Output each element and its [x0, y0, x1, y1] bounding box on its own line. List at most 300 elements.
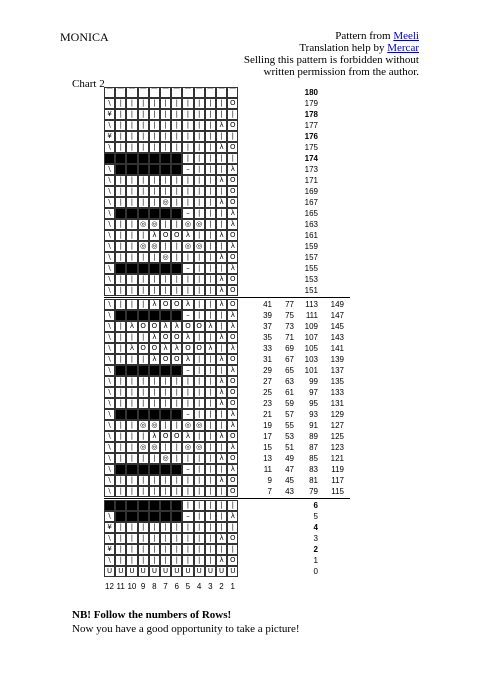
- row-number: 43: [285, 487, 294, 496]
- chart-cell: |: [149, 120, 160, 131]
- row-number: 155: [304, 264, 318, 273]
- chart-cell: |: [115, 533, 126, 544]
- follow-rows-note: NB! Follow the numbers of Rows!: [72, 609, 232, 621]
- chart-cell: [171, 365, 182, 376]
- chart-cell: λ: [227, 442, 238, 453]
- chart-cell: |: [205, 208, 216, 219]
- chart-cell: ◎: [194, 442, 205, 453]
- chart-cell: λ: [227, 343, 238, 354]
- chart-cell: |: [138, 252, 149, 263]
- chart-cell: |: [216, 208, 227, 219]
- row-number: 11: [263, 465, 272, 474]
- chart-cell: –: [182, 164, 193, 175]
- chart-cell: |: [171, 442, 182, 453]
- chart-cell: [115, 365, 126, 376]
- chart-cell: |: [115, 285, 126, 296]
- chart-cell: |: [149, 175, 160, 186]
- column-number: 1: [230, 582, 235, 591]
- chart-cell: λ: [182, 354, 193, 365]
- row-number: 135: [330, 377, 344, 386]
- chart-cell: [138, 409, 149, 420]
- chart-cell: |: [182, 252, 193, 263]
- chart-cell: |: [205, 365, 216, 376]
- chart-cell: [160, 409, 171, 420]
- chart-cell: O: [227, 120, 238, 131]
- row-number: 45: [285, 476, 294, 485]
- chart-cell: |: [115, 420, 126, 431]
- chart-cell: [126, 310, 137, 321]
- row-number: 5: [313, 512, 318, 521]
- chart-cell: λ: [216, 387, 227, 398]
- chart-cell: O: [227, 252, 238, 263]
- chart-cell: ◎: [138, 420, 149, 431]
- chart-cell: |: [182, 387, 193, 398]
- chart-cell: |: [138, 533, 149, 544]
- row-number: 93: [309, 410, 318, 419]
- chart-cell: [138, 365, 149, 376]
- chart-cell: |: [138, 431, 149, 442]
- chart-cell: |: [126, 241, 137, 252]
- chart-cell: U: [115, 566, 126, 577]
- chart-cell: ⌒: [115, 87, 126, 98]
- chart-cell: |: [194, 387, 205, 398]
- chart-cell: |: [227, 522, 238, 533]
- row-number: 19: [263, 421, 272, 430]
- row-number: 4: [313, 523, 318, 532]
- chart-cell: [138, 164, 149, 175]
- chart-cell: |: [126, 442, 137, 453]
- chart-cell: |: [126, 387, 137, 398]
- chart-cell: λ: [216, 230, 227, 241]
- chart-cell: |: [126, 376, 137, 387]
- chart-cell: [126, 263, 137, 274]
- chart-cell: |: [160, 387, 171, 398]
- chart-cell: \: [104, 197, 115, 208]
- chart-cell: |: [115, 131, 126, 142]
- chart-cell: \: [104, 310, 115, 321]
- row-number: 41: [263, 300, 272, 309]
- chart-cell: |: [138, 376, 149, 387]
- row-number: 39: [263, 311, 272, 320]
- chart-cell: |: [205, 109, 216, 120]
- chart-cell: ⌒: [205, 87, 216, 98]
- chart-cell: [115, 500, 126, 511]
- row-number: 97: [309, 388, 318, 397]
- row-number: 29: [263, 366, 272, 375]
- row-number: 180: [304, 88, 318, 97]
- row-number: 89: [309, 432, 318, 441]
- chart-cell: ◎: [160, 453, 171, 464]
- chart-cell: |: [115, 321, 126, 332]
- chart-cell: |: [138, 175, 149, 186]
- row-number: 53: [285, 432, 294, 441]
- chart-cell: ◎: [138, 241, 149, 252]
- chart-cell: |: [126, 175, 137, 186]
- chart-cell: λ: [216, 533, 227, 544]
- row-number: 109: [304, 322, 318, 331]
- row-number: 107: [304, 333, 318, 342]
- chart-cell: |: [126, 219, 137, 230]
- chart-cell: [115, 511, 126, 522]
- chart-cell: |: [194, 230, 205, 241]
- chart-cell: |: [138, 98, 149, 109]
- chart-cell: λ: [227, 310, 238, 321]
- chart-cell: |: [160, 486, 171, 497]
- chart-cell: O: [149, 321, 160, 332]
- chart-cell: λ: [216, 285, 227, 296]
- chart-cell: |: [216, 409, 227, 420]
- chart-cell: \: [104, 442, 115, 453]
- chart-cell: [138, 310, 149, 321]
- row-number: 87: [309, 443, 318, 452]
- chart-cell: |: [227, 544, 238, 555]
- chart-cell: |: [149, 453, 160, 464]
- chart-cell: |: [205, 299, 216, 310]
- chart-cell: \: [104, 409, 115, 420]
- chart-cell: |: [149, 109, 160, 120]
- row-number: 111: [305, 311, 318, 320]
- chart-cell: λ: [216, 475, 227, 486]
- chart-cell: [138, 208, 149, 219]
- chart-cell: |: [194, 175, 205, 186]
- chart-cell: \: [104, 263, 115, 274]
- chart-cell: \: [104, 365, 115, 376]
- chart-cell: [160, 310, 171, 321]
- chart-cell: |: [160, 142, 171, 153]
- chart-cell: λ: [216, 252, 227, 263]
- chart-cell: λ: [227, 511, 238, 522]
- chart-cell: |: [227, 131, 238, 142]
- chart-cell: |: [160, 522, 171, 533]
- chart-cell: λ: [227, 321, 238, 332]
- pattern-source-prefix: Pattern from: [335, 30, 394, 42]
- chart-cell: [149, 511, 160, 522]
- chart-cell: |: [160, 398, 171, 409]
- chart-cell: |: [138, 475, 149, 486]
- chart-cell: [138, 464, 149, 475]
- chart-cell: O: [227, 533, 238, 544]
- row-number: 175: [304, 143, 318, 152]
- chart-cell: |: [194, 555, 205, 566]
- row-number: 103: [304, 355, 318, 364]
- chart-cell: ⌒: [126, 87, 137, 98]
- column-number: 11: [116, 582, 125, 591]
- chart-cell: |: [126, 186, 137, 197]
- mercar-link[interactable]: Mercar: [387, 42, 419, 54]
- chart-cell: ⌒: [216, 87, 227, 98]
- row-number: 137: [330, 366, 344, 375]
- row-number: 3: [313, 534, 318, 543]
- chart-cell: \: [104, 555, 115, 566]
- chart-cell: O: [194, 343, 205, 354]
- chart-cell: |: [216, 500, 227, 511]
- chart-cell: |: [182, 274, 193, 285]
- chart-cell: O: [227, 486, 238, 497]
- row-number: 79: [309, 487, 318, 496]
- row-number: 115: [331, 487, 344, 496]
- chart-cell: ◎: [149, 219, 160, 230]
- row-number: 145: [330, 322, 344, 331]
- chart-cell: |: [149, 555, 160, 566]
- chart-cell: |: [171, 453, 182, 464]
- chart-cell: O: [227, 453, 238, 464]
- chart-cell: [149, 164, 160, 175]
- chart-cell: |: [182, 486, 193, 497]
- chart-cell: λ: [182, 299, 193, 310]
- chart-cell: |: [205, 252, 216, 263]
- chart-cell: |: [149, 475, 160, 486]
- chart-cell: |: [115, 219, 126, 230]
- chart-cell: |: [205, 387, 216, 398]
- chart-cell: λ: [216, 555, 227, 566]
- chart-cell: |: [216, 109, 227, 120]
- row-number: 35: [263, 333, 272, 342]
- chart-cell: \: [104, 453, 115, 464]
- chart-cell: |: [205, 544, 216, 555]
- chart-cell: [160, 263, 171, 274]
- chart-cell: ◎: [182, 442, 193, 453]
- chart-cell: [126, 153, 137, 164]
- chart-label: Chart 2: [72, 78, 105, 90]
- chart-cell: |: [182, 153, 193, 164]
- chart-cell: |: [126, 120, 137, 131]
- chart-cell: λ: [149, 354, 160, 365]
- chart-cell: |: [171, 420, 182, 431]
- chart-cell: O: [227, 186, 238, 197]
- chart-cell: |: [194, 544, 205, 555]
- chart-cell: |: [194, 310, 205, 321]
- chart-cell: \: [104, 299, 115, 310]
- chart-cell: ⌒: [149, 87, 160, 98]
- chart-cell: |: [115, 186, 126, 197]
- chart-cell: ¥: [104, 522, 115, 533]
- chart-cell: |: [138, 544, 149, 555]
- chart-cell: \: [104, 230, 115, 241]
- chart-cell: ◎: [149, 420, 160, 431]
- chart-cell: |: [138, 555, 149, 566]
- row-number: 176: [304, 132, 318, 141]
- row-number: 83: [309, 465, 318, 474]
- chart-cell: |: [171, 274, 182, 285]
- chart-cell: |: [205, 511, 216, 522]
- chart-cell: |: [227, 109, 238, 120]
- chart-cell: U: [149, 566, 160, 577]
- row-number: 63: [285, 377, 294, 386]
- chart-cell: |: [160, 186, 171, 197]
- chart-cell: \: [104, 120, 115, 131]
- chart-cell: |: [182, 555, 193, 566]
- chart-cell: |: [171, 533, 182, 544]
- chart-cell: |: [171, 98, 182, 109]
- chart-cell: \: [104, 354, 115, 365]
- row-number: 77: [285, 300, 294, 309]
- chart-cell: |: [182, 544, 193, 555]
- column-number: 3: [208, 582, 213, 591]
- chart-cell: |: [171, 120, 182, 131]
- chart-cell: |: [227, 500, 238, 511]
- chart-cell: |: [194, 186, 205, 197]
- chart-cell: |: [126, 332, 137, 343]
- chart-cell: ⌒: [194, 87, 205, 98]
- row-number: 23: [263, 399, 272, 408]
- chart-cell: |: [171, 555, 182, 566]
- chart-cell: |: [205, 142, 216, 153]
- chart-cell: |: [194, 120, 205, 131]
- chart-cell: |: [126, 486, 137, 497]
- chart-cell: |: [205, 464, 216, 475]
- chart-cell: |: [171, 131, 182, 142]
- chart-cell: O: [171, 332, 182, 343]
- chart-cell: λ: [205, 343, 216, 354]
- chart-cell: O: [160, 332, 171, 343]
- chart-cell: |: [194, 109, 205, 120]
- row-number: 47: [285, 465, 294, 474]
- chart-cell: λ: [227, 464, 238, 475]
- chart-cell: |: [171, 197, 182, 208]
- chart-cell: |: [171, 544, 182, 555]
- row-number: 21: [263, 410, 272, 419]
- chart-cell: U: [160, 566, 171, 577]
- chart-cell: \: [104, 285, 115, 296]
- chart-cell: |: [126, 555, 137, 566]
- row-number: 49: [285, 454, 294, 463]
- chart-cell: |: [126, 109, 137, 120]
- chart-cell: |: [138, 387, 149, 398]
- chart-cell: |: [115, 274, 126, 285]
- chart-cell: |: [182, 398, 193, 409]
- chart-cell: |: [149, 387, 160, 398]
- row-number: 127: [330, 421, 344, 430]
- chart-cell: |: [216, 153, 227, 164]
- chart-cell: |: [138, 299, 149, 310]
- column-number: 4: [196, 582, 202, 591]
- chart-cell: |: [182, 175, 193, 186]
- chart-cell: |: [138, 332, 149, 343]
- chart-cell: |: [194, 409, 205, 420]
- chart-cell: |: [160, 241, 171, 252]
- row-number: 139: [330, 355, 344, 364]
- row-number: 17: [263, 432, 272, 441]
- translation-credit: [169, 42, 419, 54]
- column-number: 2: [219, 582, 224, 591]
- chart-cell: U: [182, 566, 193, 577]
- row-number: 73: [285, 322, 294, 331]
- row-number: 37: [263, 322, 272, 331]
- chart-cell: |: [205, 453, 216, 464]
- chart-cell: \: [104, 464, 115, 475]
- chart-cell: |: [182, 376, 193, 387]
- chart-cell: λ: [227, 420, 238, 431]
- row-number: 69: [285, 344, 294, 353]
- chart-cell: |: [160, 544, 171, 555]
- chart-cell: |: [138, 285, 149, 296]
- chart-cell: |: [194, 486, 205, 497]
- chart-cell: |: [115, 475, 126, 486]
- chart-cell: λ: [216, 120, 227, 131]
- chart-cell: [160, 164, 171, 175]
- row-number: 65: [285, 366, 294, 375]
- chart-cell: λ: [227, 164, 238, 175]
- chart-cell: |: [160, 533, 171, 544]
- chart-cell: [126, 365, 137, 376]
- chart-cell: |: [182, 533, 193, 544]
- chart-cell: [115, 208, 126, 219]
- row-number: 2: [313, 545, 318, 554]
- chart-cell: –: [182, 310, 193, 321]
- chart-cell: [149, 153, 160, 164]
- chart-cell: O: [171, 299, 182, 310]
- row-number: 165: [304, 209, 318, 218]
- chart-cell: [149, 409, 160, 420]
- chart-cell: |: [216, 343, 227, 354]
- chart-cell: |: [216, 511, 227, 522]
- row-number: 85: [309, 454, 318, 463]
- chart-cell: |: [171, 376, 182, 387]
- chart-cell: λ: [216, 197, 227, 208]
- column-number: 9: [140, 582, 146, 591]
- chart-cell: λ: [227, 241, 238, 252]
- row-number: 95: [309, 399, 318, 408]
- chart-cell: |: [216, 442, 227, 453]
- chart-cell: –: [182, 511, 193, 522]
- chart-cell: [171, 208, 182, 219]
- chart-cell: |: [149, 142, 160, 153]
- chart-cell: \: [104, 533, 115, 544]
- chart-cell: U: [194, 566, 205, 577]
- chart-cell: \: [104, 376, 115, 387]
- chart-cell: |: [126, 285, 137, 296]
- chart-cell: |: [115, 197, 126, 208]
- column-number: 12: [105, 582, 114, 591]
- chart-cell: |: [149, 522, 160, 533]
- chart-cell: [126, 164, 137, 175]
- chart-cell: |: [138, 398, 149, 409]
- chart-cell: O: [227, 475, 238, 486]
- chart-cell: |: [227, 153, 238, 164]
- chart-cell: [160, 208, 171, 219]
- chart-cell: |: [126, 274, 137, 285]
- chart-cell: |: [205, 175, 216, 186]
- chart-cell: |: [194, 533, 205, 544]
- section-divider: [104, 297, 350, 298]
- chart-cell: |: [205, 98, 216, 109]
- row-number: 163: [304, 220, 318, 229]
- chart-cell: [171, 511, 182, 522]
- chart-cell: [160, 500, 171, 511]
- chart-cell: O: [227, 398, 238, 409]
- chart-cell: |: [149, 486, 160, 497]
- chart-cell: λ: [216, 431, 227, 442]
- chart-cell: |: [182, 186, 193, 197]
- chart-cell: |: [182, 522, 193, 533]
- chart-cell: |: [149, 533, 160, 544]
- chart-cell: |: [171, 186, 182, 197]
- chart-cell: |: [182, 453, 193, 464]
- chart-cell: |: [216, 241, 227, 252]
- row-number: 33: [263, 344, 272, 353]
- row-number: 99: [309, 377, 318, 386]
- chart-cell: –: [182, 263, 193, 274]
- chart-cell: λ: [227, 365, 238, 376]
- copyright-line-2: written permission from the author.: [263, 66, 419, 78]
- chart-cell: λ: [149, 332, 160, 343]
- meeli-link[interactable]: Meeli: [393, 30, 419, 42]
- chart-cell: –: [182, 208, 193, 219]
- chart-cell: |: [216, 464, 227, 475]
- chart-cell: |: [182, 285, 193, 296]
- row-number: 129: [330, 410, 344, 419]
- chart-cell: |: [115, 442, 126, 453]
